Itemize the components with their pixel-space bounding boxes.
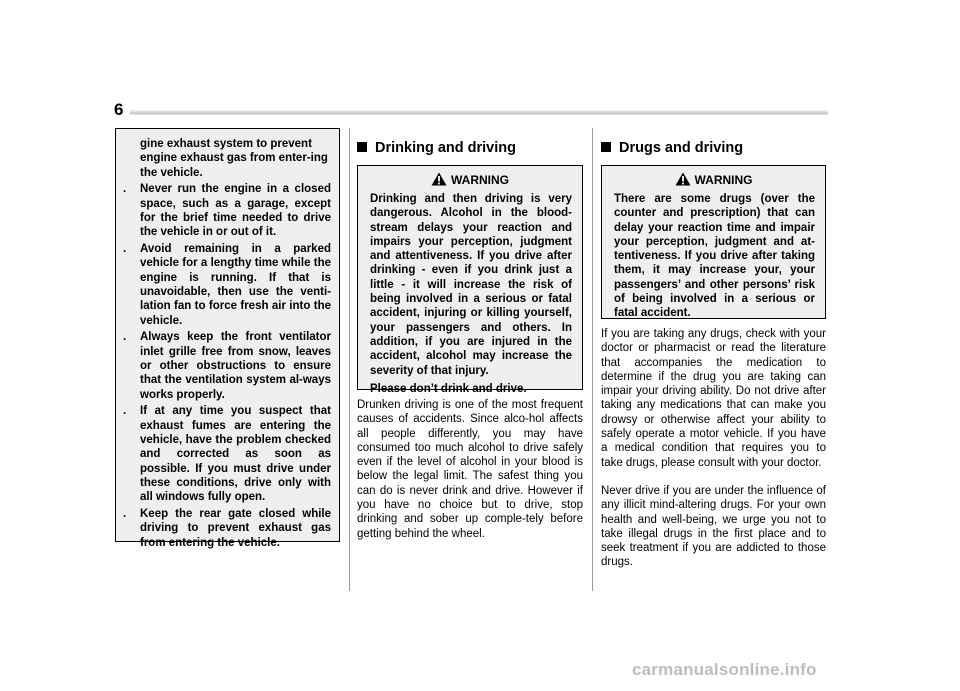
warning-title	[358, 172, 582, 188]
bullet-icon: .	[123, 331, 127, 344]
drinking-heading-text: Drinking and driving	[375, 140, 516, 156]
drugs-warning-text: There are some drugs (over the counter and prescription) that can delay your reaction time and impair your perception, judgment and at-tentiveness. If you drive after taking them, it may increase your, your passengers’ and other persons’ risk of being involved in a serious or fatal accident.	[614, 193, 815, 320]
continuation-text: gine exhaust system to prevent engine exhaust gas from enter-ing the vehicle.	[140, 138, 328, 179]
bullet-icon: .	[123, 507, 127, 520]
drinking-warning-last: Please don’t drink and drive.	[370, 382, 527, 395]
square-bullet-icon	[357, 142, 367, 152]
square-bullet-icon	[601, 142, 611, 152]
list-item	[116, 182, 331, 239]
warning-triangle-icon	[675, 172, 691, 186]
list-item	[116, 242, 331, 328]
list-item	[116, 330, 331, 401]
drugs-heading-text: Drugs and driving	[619, 140, 744, 156]
page-number: 6	[114, 100, 124, 119]
list-item-text: Always keep the front ventilator inlet grille free from snow, leaves or other obstructions to ensure that the ventilation system al-ways works properly.	[140, 331, 331, 401]
list-item-text: If at any time you suspect that exhaust fumes are entering the vehicle, have the problem checked and corrected as soon as possible. If you must drive under these conditions, drive only with all windows fully open.	[140, 405, 331, 504]
drinking-body: Drunken driving is one of the most frequent causes of accidents. Since alco-hol affects all people differently, you may have consumed too much alcohol to drive safely even if the level of alcohol in your blood is below the legal limit. The safest thing you can do is never drink and drive. However if you have no choice but to drive, stop drinking and sober up comple-tely before getting behind the wheel.	[357, 399, 583, 540]
drinking-heading	[357, 139, 516, 157]
drugs-body-2: Never drive if you are under the influence of any illicit mind-altering drugs. For your own health and well-being, we urge you not to take illegal drugs in the first place and to seek treatment if you are addicted to those drugs.	[601, 485, 826, 569]
column-divider-2	[592, 128, 593, 591]
list-item	[116, 507, 331, 550]
bullet-icon: .	[123, 405, 127, 418]
list-item-text: Keep the rear gate closed while driving to prevent exhaust gas from entering the vehicle.	[140, 507, 331, 549]
list-item-text: Avoid remaining in a parked vehicle for a lengthy time while the engine is running. If that is unavoidable, then use the venti-lation fan to force fresh air into the vehicle.	[140, 243, 331, 327]
bullet-icon: .	[123, 243, 127, 256]
warning-label: WARNING	[451, 173, 509, 187]
list-item-text: Never run the engine in a closed space, such as a garage, except for the brief time needed to drive the vehicle in or out of it.	[140, 183, 331, 239]
drinking-warning-text: Drinking and then driving is very dangerous. Alcohol in the blood-stream delays your reaction and impairs your perception, judgment and attentiveness. If you drive after drinking - even if you drink just a little - it will increase the risk of being involved in a serious or fatal accident, injuring or killing yourself, your passengers and others. In addition, if you are injured in the accident, alcohol may increase the severity of that injury.	[370, 193, 572, 377]
warning-label: WARNING	[694, 173, 753, 187]
safety-list	[116, 182, 331, 549]
column-divider-1	[349, 128, 350, 591]
warning-title	[602, 172, 825, 188]
list-item	[116, 404, 331, 504]
drinking-warning-box	[357, 165, 583, 395]
drugs-heading	[601, 139, 743, 157]
bullet-icon: .	[123, 183, 127, 196]
drugs-warning-box	[601, 165, 826, 319]
footer-watermark: carmanualsonline.info	[632, 660, 817, 679]
exhaust-warning-box	[115, 128, 340, 549]
header-rule	[130, 110, 828, 115]
warning-triangle-icon	[431, 172, 447, 186]
drugs-body-1: If you are taking any drugs, check with your doctor or pharmacist or read the literature that accompanies the medication to determine if the drug you are taking can impair your driving ability. Do not drive after taking any medications that can make you drowsy or otherwise affect your ability to safely operate a motor vehicle. If you have a medical condition that requires you to take drugs, please consult with your doctor.	[601, 328, 826, 469]
